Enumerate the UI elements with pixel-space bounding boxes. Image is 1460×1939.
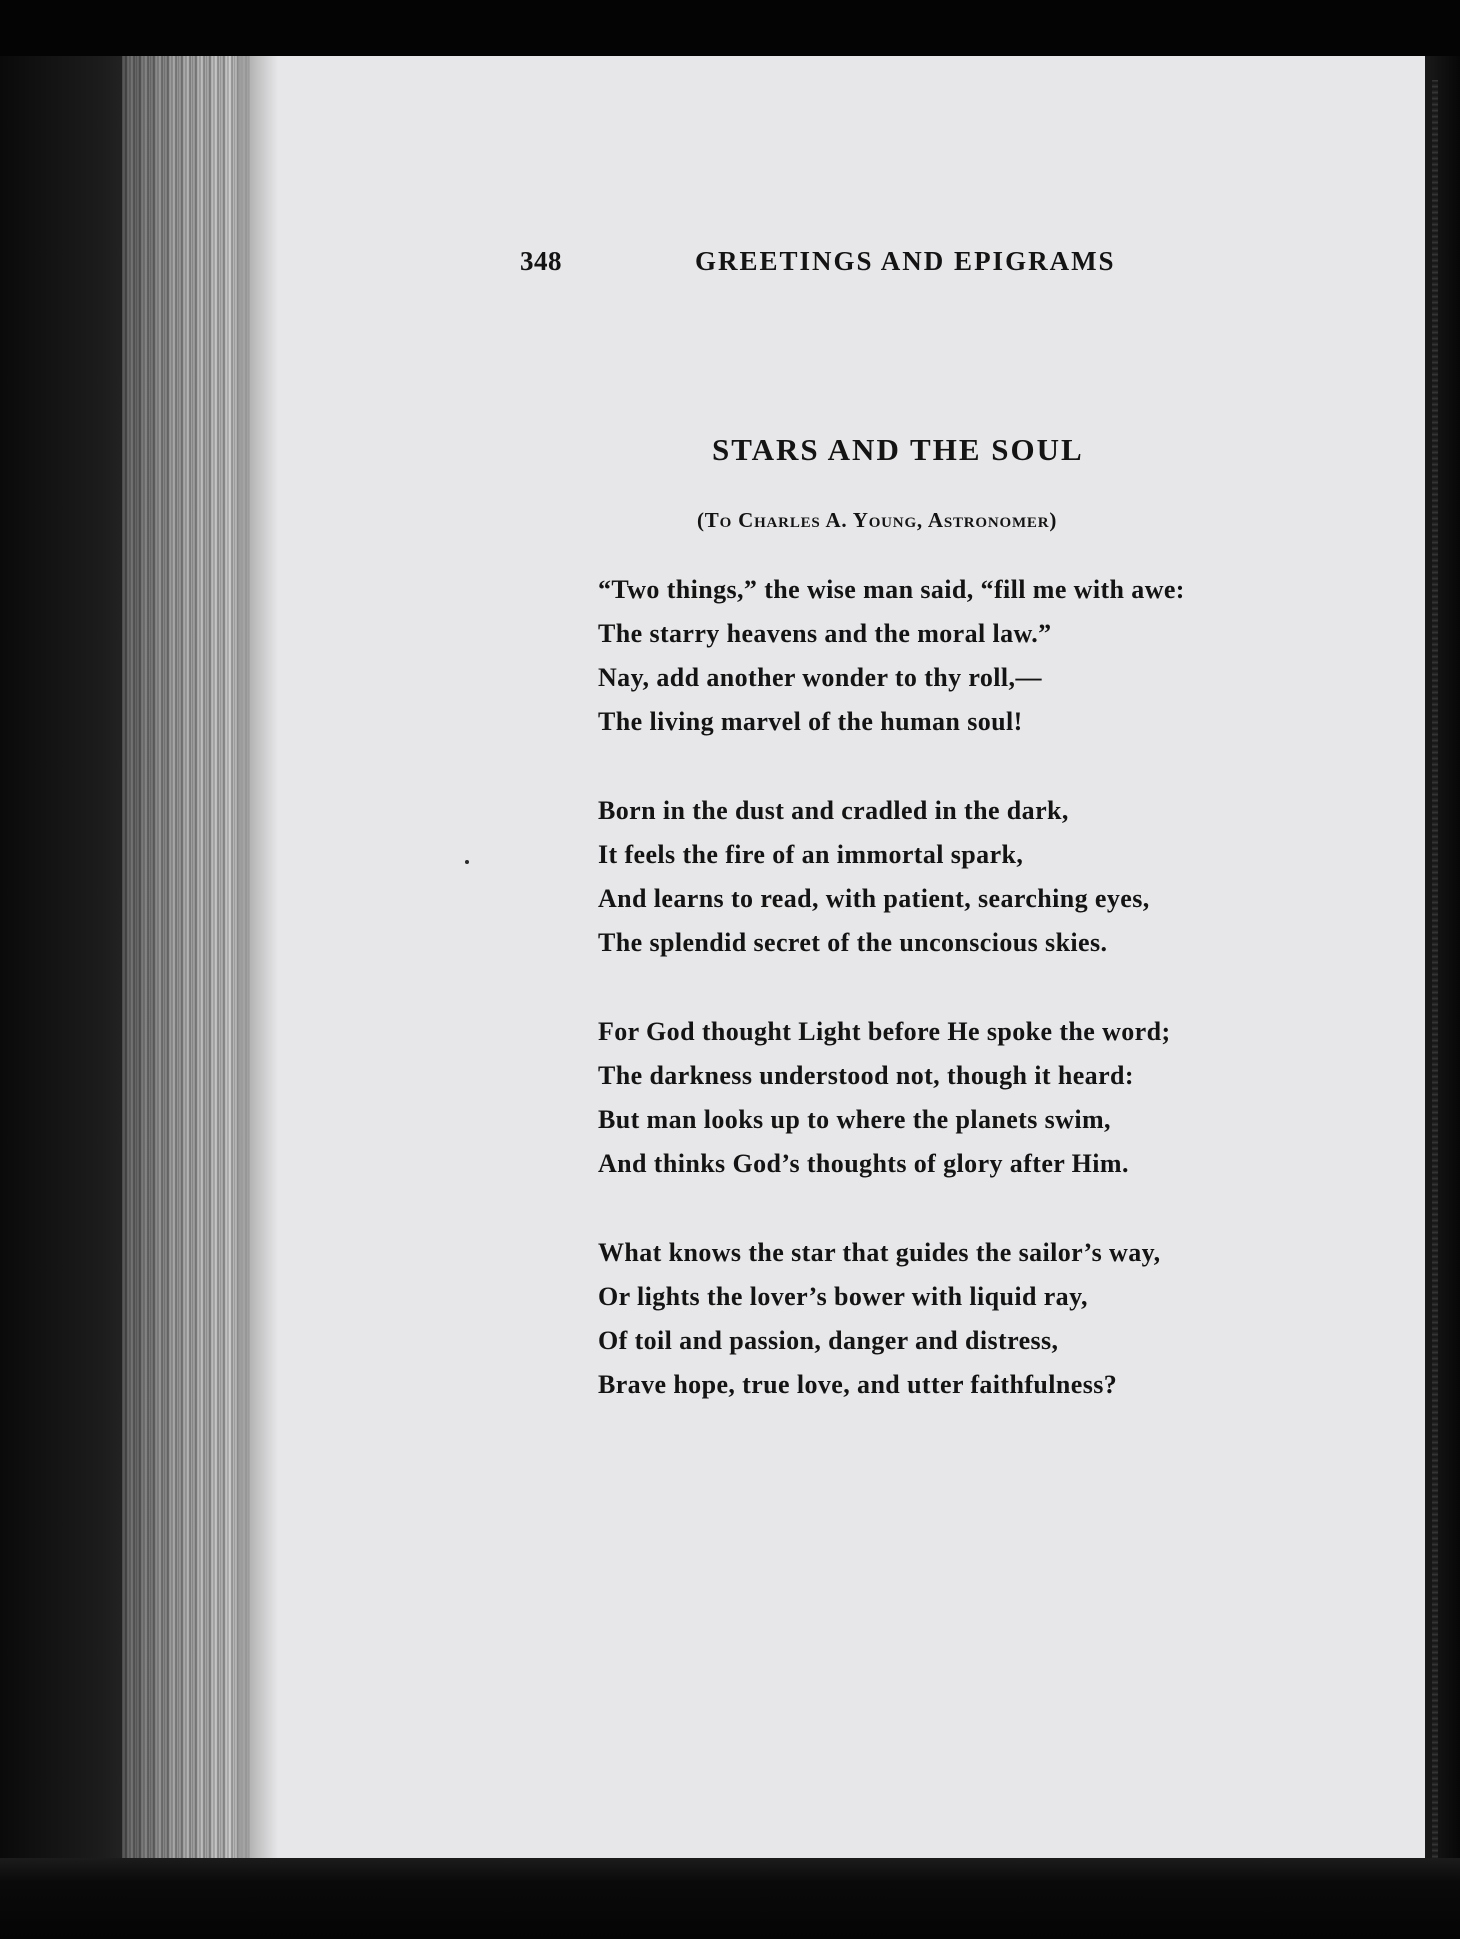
poem-line: Born in the dust and cradled in the dark,: [598, 796, 1069, 825]
poem-line: The starry heavens and the moral law.”: [598, 619, 1052, 648]
poem-line: But man looks up to where the planets swim,: [598, 1105, 1111, 1134]
poem-line: What knows the star that guides the sailor’s way,: [598, 1238, 1161, 1267]
top-dark-band: [0, 0, 1460, 56]
right-cover-edge: [1425, 0, 1460, 1939]
page-number: 348: [520, 246, 562, 276]
poem-dedication: (To Charles A. Young, Astronomer): [697, 508, 1058, 532]
poem-line: And learns to read, with patient, searching eyes,: [598, 884, 1150, 913]
right-edge-texture: [1432, 80, 1438, 1860]
page-edge-strata: [122, 40, 252, 1870]
stanza: [598, 789, 1185, 965]
poem-line: Or lights the lover’s bower with liquid ray,: [598, 1282, 1088, 1311]
poem-line: The splendid secret of the unconscious skies.: [598, 928, 1108, 957]
running-header: [520, 246, 1170, 286]
stanza: [598, 568, 1185, 744]
poem-line: Nay, add another wonder to thy roll,—: [598, 663, 1042, 692]
poem-line: The living marvel of the human soul!: [598, 707, 1023, 736]
poem-line: The darkness understood not, though it heard:: [598, 1061, 1134, 1090]
left-dark-margin: [0, 0, 135, 1939]
running-head: GREETINGS AND EPIGRAMS: [695, 246, 1116, 276]
dust-speck: [465, 860, 469, 864]
stanza: [598, 1010, 1185, 1186]
poem-line: For God thought Light before He spoke the word;: [598, 1017, 1171, 1046]
poem-title: STARS AND THE SOUL: [712, 432, 1084, 467]
poem-line: It feels the fire of an immortal spark,: [598, 840, 1024, 869]
stanza: [598, 1231, 1185, 1407]
poem-body: [598, 568, 1185, 1452]
poem-line: Brave hope, true love, and utter faithfulness?: [598, 1370, 1118, 1399]
bottom-dark-band: [0, 1858, 1460, 1939]
poem-line: Of toil and passion, danger and distress,: [598, 1326, 1059, 1355]
poem-line: “Two things,” the wise man said, “fill me with awe:: [598, 575, 1185, 604]
gutter-shadow: [238, 40, 278, 1870]
poem-line: And thinks God’s thoughts of glory after Him.: [598, 1149, 1129, 1178]
